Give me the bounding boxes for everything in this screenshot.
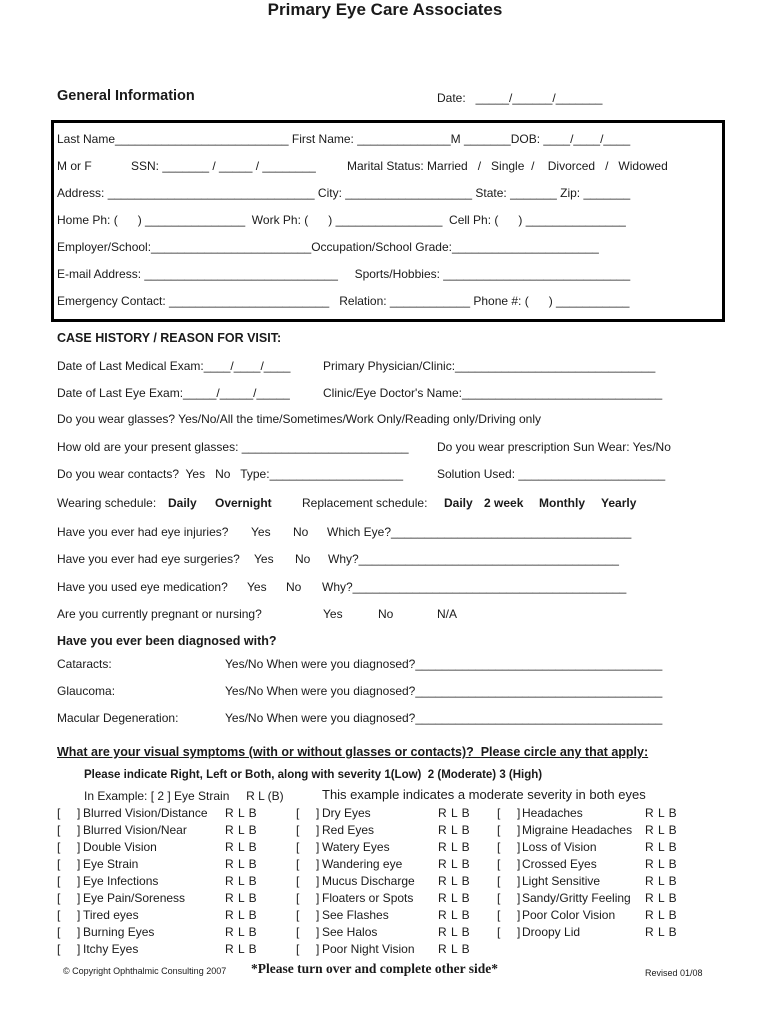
symptom-label: Floaters or Spots [322, 891, 414, 905]
symptom-checkbox[interactable]: [ ] [296, 857, 320, 871]
symptom-label: Watery Eyes [322, 840, 390, 854]
page-title: Primary Eye Care Associates [267, 0, 503, 19]
symptom-rlb[interactable]: R L B [438, 942, 471, 956]
eye-surgeries-no[interactable]: No [295, 552, 311, 566]
eye-injuries-no[interactable]: No [293, 525, 309, 539]
wearing-schedule-label: Wearing schedule: [57, 496, 157, 510]
replacement-yearly-option[interactable]: Yearly [601, 496, 637, 510]
symptom-checkbox[interactable]: [ ] [57, 891, 81, 905]
symptom-label: Poor Night Vision [322, 942, 415, 956]
wearing-daily-option[interactable]: Daily [168, 496, 197, 510]
symptom-label: Poor Color Vision [522, 908, 616, 922]
symptom-checkbox[interactable]: [ ] [497, 806, 521, 820]
cataracts-when-field[interactable]: Yes/No When were you diagnosed?_____________________________________ [225, 657, 663, 671]
symptom-rlb[interactable]: R L B [225, 840, 258, 854]
symptom-label: Burning Eyes [83, 925, 155, 939]
general-info-heading: General Information [57, 88, 195, 104]
glasses-question[interactable]: Do you wear glasses? Yes/No/All the time/Sometimes/Work Only/Reading only/Driving only [57, 412, 541, 426]
eye-medication-question: Have you used eye medication? [57, 580, 228, 594]
eye-doctor-field[interactable]: Clinic/Eye Doctor's Name:______________________________ [323, 386, 663, 400]
symptom-rlb[interactable]: R L B [645, 840, 678, 854]
symptom-checkbox[interactable]: [ ] [497, 908, 521, 922]
medication-why-field[interactable]: Why?_________________________________________ [322, 580, 627, 594]
symptom-checkbox[interactable]: [ ] [57, 806, 81, 820]
emergency-contact-line[interactable]: Emergency Contact: ________________________ Relation: ____________ Phone #: ( ) ___________ [57, 294, 630, 308]
symptom-rlb[interactable]: R L B [645, 823, 678, 837]
symptom-rlb[interactable]: R L B [645, 806, 678, 820]
pregnant-question: Are you currently pregnant or nursing? [57, 607, 262, 621]
symptom-checkbox[interactable]: [ ] [296, 874, 320, 888]
symptom-rlb[interactable]: R L B [225, 942, 258, 956]
symptom-label: Headaches [522, 806, 583, 820]
symptom-checkbox[interactable]: [ ] [57, 874, 81, 888]
example-right: This example indicates a moderate severity in both eyes [322, 787, 646, 802]
eye-medication-no[interactable]: No [286, 580, 302, 594]
last-medical-exam-field[interactable]: Date of Last Medical Exam:____/____/____ [57, 359, 291, 373]
sex-field[interactable]: M or F [57, 159, 92, 173]
symptom-checkbox[interactable]: [ ] [497, 925, 521, 939]
symptom-label: Droopy Lid [522, 925, 581, 939]
symptom-label: Loss of Vision [522, 840, 597, 854]
symptom-rlb[interactable]: R L B [645, 925, 678, 939]
symptom-rlb[interactable]: R L B [225, 823, 258, 837]
eye-injuries-yes[interactable]: Yes [251, 525, 271, 539]
symptom-label: Sandy/Gritty Feeling [522, 891, 631, 905]
symptom-checkbox[interactable]: [ ] [296, 840, 320, 854]
contacts-question[interactable]: Do you wear contacts? Yes No Type:____________________ [57, 467, 404, 481]
pregnant-yes[interactable]: Yes [323, 607, 343, 621]
symptom-checkbox[interactable]: [ ] [57, 925, 81, 939]
pregnant-no[interactable]: No [378, 607, 394, 621]
ssn-field[interactable]: SSN: _______ / _____ / ________ [131, 159, 316, 173]
case-history-heading: CASE HISTORY / REASON FOR VISIT: [57, 331, 282, 345]
symptom-rlb[interactable]: R L B [225, 874, 258, 888]
symptom-rlb[interactable]: R L B [225, 857, 258, 871]
symptom-rlb[interactable]: R L B [225, 891, 258, 905]
symptom-rlb[interactable]: R L B [438, 840, 471, 854]
turn-over-note: *Please turn over and complete other side* [251, 961, 498, 976]
glaucoma-when-field[interactable]: Yes/No When were you diagnosed?_____________________________________ [225, 684, 663, 698]
symptom-checkbox[interactable]: [ ] [296, 891, 320, 905]
symptom-checkbox[interactable]: [ ] [296, 942, 320, 956]
symptom-rlb[interactable]: R L B [438, 857, 471, 871]
symptom-checkbox[interactable]: [ ] [296, 908, 320, 922]
symptom-label: Eye Strain [83, 857, 139, 871]
macular-when-field[interactable]: Yes/No When were you diagnosed?_____________________________________ [225, 711, 663, 725]
symptom-rlb[interactable]: R L B [225, 925, 258, 939]
email-line[interactable]: E-mail Address: _____________________________ Sports/Hobbies: ____________________________ [57, 267, 631, 281]
symptom-checkbox[interactable]: [ ] [497, 874, 521, 888]
cataracts-label: Cataracts: [57, 657, 112, 671]
severity-instruction: Please indicate Right, Left or Both, along with severity 1(Low) 2 (Moderate) 3 (High) [84, 769, 543, 781]
sun-wear-question[interactable]: Do you wear prescription Sun Wear: Yes/No [437, 440, 671, 454]
symptom-label: Blurred Vision/Near [83, 823, 187, 837]
symptom-checkbox[interactable]: [ ] [497, 857, 521, 871]
symptom-label: Light Sensitive [522, 874, 601, 888]
symptom-rlb[interactable]: R L B [645, 891, 678, 905]
symptoms-heading: What are your visual symptoms (with or without glasses or contacts)? Please circle any that apply: [57, 745, 649, 759]
symptom-rlb[interactable]: R L B [645, 874, 678, 888]
symptom-label: See Halos [322, 925, 378, 939]
symptom-rlb[interactable]: R L B [438, 908, 471, 922]
copyright: © Copyright Ophthalmic Consulting 2007 [63, 966, 227, 976]
symptom-label: Eye Pain/Soreness [83, 891, 186, 905]
eye-medication-yes[interactable]: Yes [247, 580, 267, 594]
macular-label: Macular Degeneration: [57, 711, 179, 725]
symptom-label: Dry Eyes [322, 806, 371, 820]
replacement-monthly-option[interactable]: Monthly [539, 496, 585, 510]
symptom-checkbox[interactable]: [ ] [296, 823, 320, 837]
symptom-rlb[interactable]: R L B [225, 806, 258, 820]
replacement-schedule-label: Replacement schedule: [302, 496, 428, 510]
symptom-label: Eye Infections [83, 874, 159, 888]
surgery-why-field[interactable]: Why?_______________________________________ [328, 552, 619, 566]
marital-status-field[interactable]: Marital Status: Married / Single / Divorced / Widowed [347, 159, 668, 173]
pregnant-na[interactable]: N/A [437, 607, 458, 621]
name-dob-line[interactable]: Last Name__________________________ First Name: ______________M _______DOB: ____/____/____ [57, 132, 631, 146]
symptom-label: See Flashes [322, 908, 389, 922]
last-eye-exam-field[interactable]: Date of Last Eye Exam:_____/_____/_____ [57, 386, 290, 400]
symptom-checkbox[interactable]: [ ] [57, 823, 81, 837]
which-eye-field[interactable]: Which Eye?____________________________________ [327, 525, 632, 539]
solution-field[interactable]: Solution Used: ______________________ [437, 467, 666, 481]
eye-surgeries-question: Have you ever had eye surgeries? [57, 552, 240, 566]
symptom-checkbox[interactable]: [ ] [57, 840, 81, 854]
symptom-rlb[interactable]: R L B [645, 908, 678, 922]
replacement-daily-option[interactable]: Daily [444, 496, 473, 510]
symptom-label: Migraine Headaches [522, 823, 633, 837]
symptom-checkbox[interactable]: [ ] [497, 823, 521, 837]
symptom-rlb[interactable]: R L B [438, 806, 471, 820]
symptom-checkbox[interactable]: [ ] [497, 840, 521, 854]
symptom-label: Wandering eye [322, 857, 403, 871]
symptom-checkbox[interactable]: [ ] [57, 942, 81, 956]
symptom-checkbox[interactable]: [ ] [296, 925, 320, 939]
symptom-label: Mucus Discharge [322, 874, 415, 888]
diagnosed-heading: Have you ever been diagnosed with? [57, 634, 277, 648]
primary-physician-field[interactable]: Primary Physician/Clinic:______________________________ [323, 359, 656, 373]
glaucoma-label: Glaucoma: [57, 684, 116, 698]
symptom-rlb[interactable]: R L B [225, 908, 258, 922]
glasses-age-field[interactable]: How old are your present glasses: _________________________ [57, 440, 409, 454]
symptom-checkbox[interactable]: [ ] [296, 806, 320, 820]
phone-line[interactable]: Home Ph: ( ) _______________ Work Ph: ( ) ________________ Cell Ph: ( ) _______________ [57, 213, 626, 227]
address-line[interactable]: Address: _______________________________ City: ___________________ State: _______ Zip: _______ [57, 186, 631, 200]
revised-date: Revised 01/08 [645, 968, 703, 978]
symptom-rlb[interactable]: R L B [645, 857, 678, 871]
wearing-overnight-option[interactable]: Overnight [215, 496, 272, 510]
example-left: In Example: [ 2 ] Eye Strain R L (B) [84, 789, 284, 803]
replacement-2week-option[interactable]: 2 week [484, 496, 524, 510]
symptom-label: Itchy Eyes [83, 942, 139, 956]
eye-injuries-question: Have you ever had eye injuries? [57, 525, 229, 539]
symptom-rlb[interactable]: R L B [438, 891, 471, 905]
date-field[interactable]: Date: _____/______/_______ [437, 91, 603, 105]
symptom-checkbox[interactable]: [ ] [57, 857, 81, 871]
symptom-checkbox[interactable]: [ ] [497, 891, 521, 905]
employer-line[interactable]: Employer/School:________________________Occupation/School Grade:______________________ [57, 240, 599, 254]
symptom-label: Double Vision [83, 840, 157, 854]
symptom-checkbox[interactable]: [ ] [57, 908, 81, 922]
symptom-label: Blurred Vision/Distance [83, 806, 208, 820]
symptom-label: Crossed Eyes [522, 857, 597, 871]
symptom-rlb[interactable]: R L B [438, 874, 471, 888]
symptom-label: Tired eyes [83, 908, 139, 922]
symptom-rlb[interactable]: R L B [438, 925, 471, 939]
symptom-rlb[interactable]: R L B [438, 823, 471, 837]
eye-surgeries-yes[interactable]: Yes [254, 552, 274, 566]
symptom-label: Red Eyes [322, 823, 375, 837]
